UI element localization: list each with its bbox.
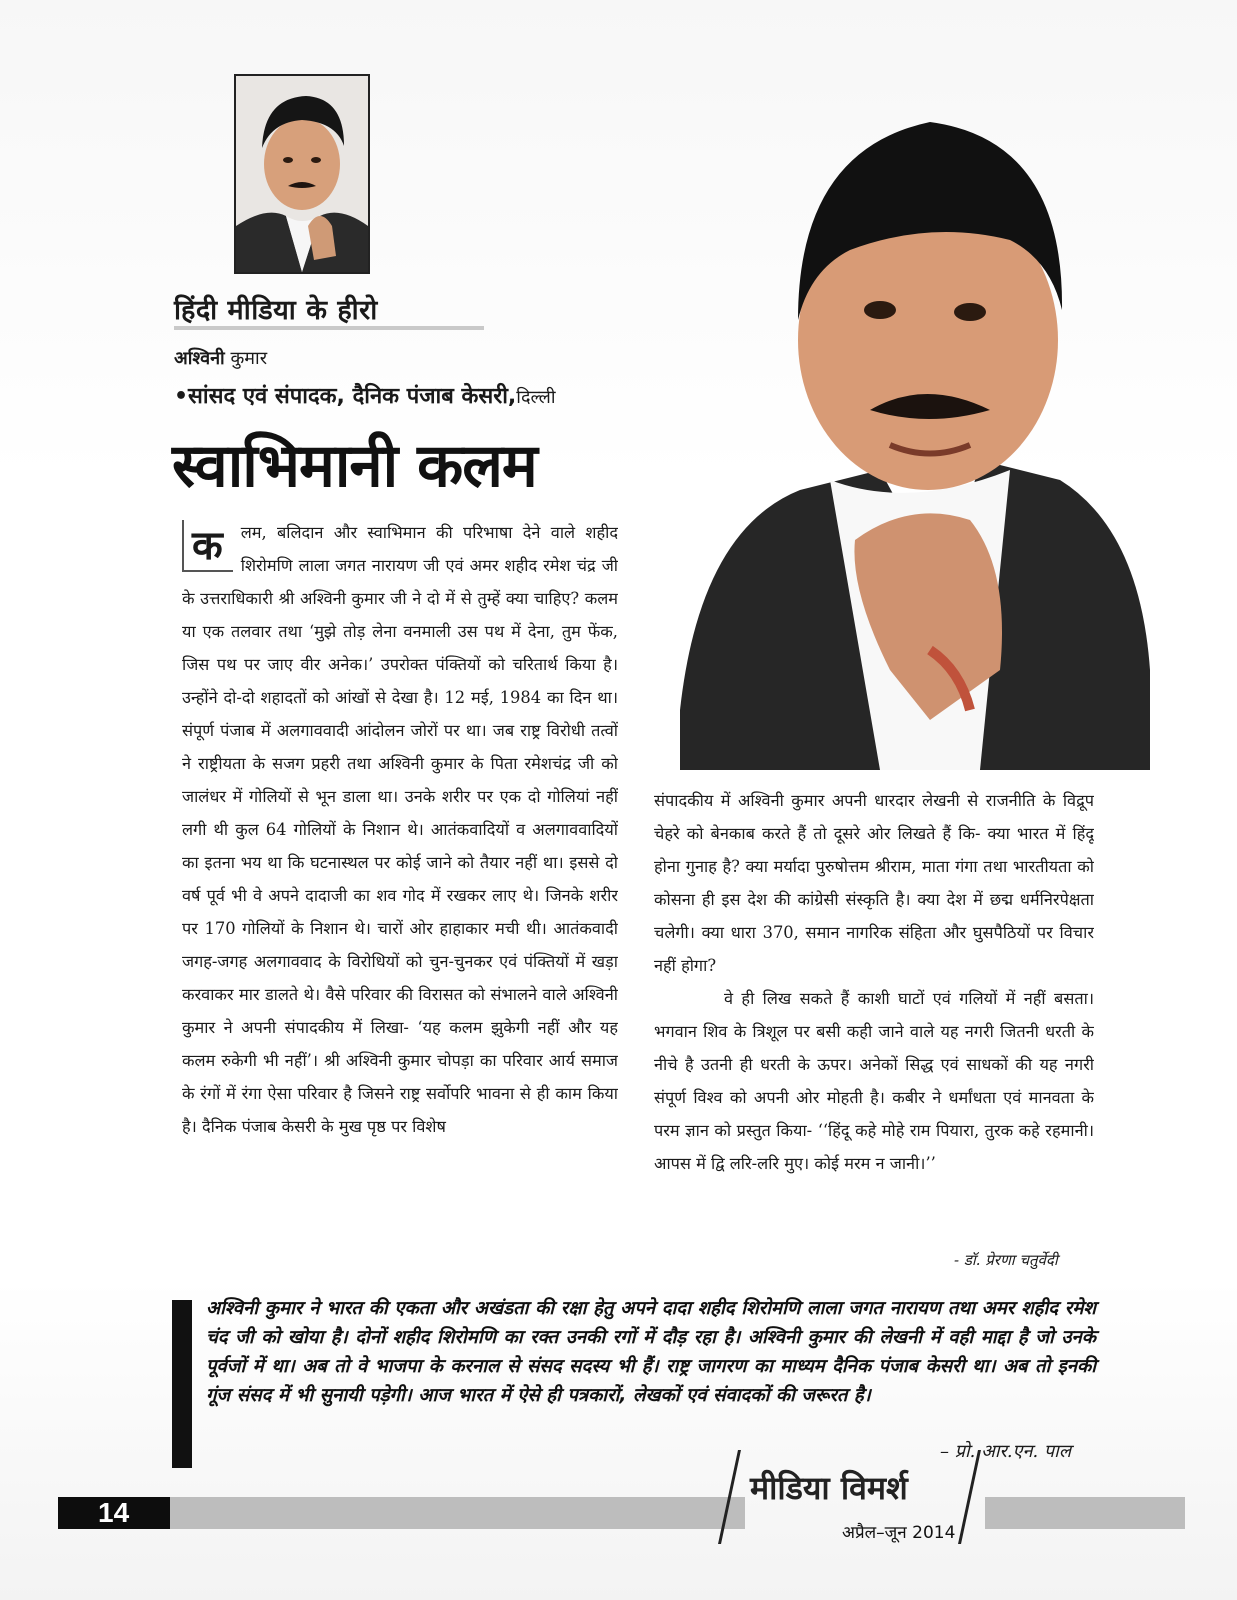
pull-quote: अश्विनी कुमार ने भारत की एकता और अखंडता की रक्षा हेतु अपने दादा शहीद शिरोमणि लाला जगत नारायण तथा अमर शहीद रमेश चंद जी को खोया है। दोनों शहीद शिरोमणि का रक्त उनकी रगों में दौड़ रहा है। अश्विनी कुमार की लेखनी में वही माद्दा है जो उनके पूर्वजों में था। अब तो वे भाजपा के करनाल से संसद सदस्य भी हैं। राष्ट्र जागरण का माध्यम दैनिक पंजाब केसरी था। अब तो इनकी गूंज संसद में भी सुनायी पड़ेगी। आज भारत में ऐसे ही पत्रकारों, लेखकों एवं संवादकों की जरूरत है।	[206, 1298, 1096, 1406]
left-column-text: लम, बलिदान और स्वाभिमान की परिभाषा देने वाले शहीद शिरोमणि लाला जगत नारायण जी एवं अमर शहीद रमेश चंद्र जी के उत्तराधिकारी श्री अश्विनी कुमार जी ने दो में से तुम्हें क्या चाहिए? कलम या एक तलवार तथा ‘मुझे तोड़ लेना वनमाली उस पथ में देना, तुम फेंक, जिस पथ पर जाए वीर अनेक।’ उपरोक्त पंक्तियों को चरितार्थ किया है। उन्होंने दो-दो शहादतों को आंखों से देखा है। 12 मई, 1984 का दिन था। संपूर्ण पंजाब में अलगाववादी आंदोलन जोरों पर था। जब राष्ट्र विरोधी तत्वों ने राष्ट्रीयता के सजग प्रहरी तथा अश्विनी कुमार के पिता रमेशचंद्र जी को जालंधर में गोलियों से भून डाला था। उनके शरीर पर एक दो गोलियां नहीं लगी थी कुल 64 गोलियों के निशान थे। आतंकवादियों व अलगाववादियों का इतना भय था कि घटनास्थल पर कोई जाने को तैयार नहीं था। इससे दो वर्ष पूर्व भी वे अपने दादाजी का शव गोद में रखकर लाए थे। जिनके शरीर पर 170 गोलियों के निशान थे। चारों ओर हाहाकार मची थी। आतंकवादी जगह-जगह अलगाववाद के विरोधियों को चुन-चुनकर एवं पंक्तियों में खड़ा करवाकर मार डालते थे। वैसे परिवार की विरासत को संभालने वाले अश्विनी कुमार ने अपनी संपादकीय में लिखा- ‘यह कलम झुकेगी नहीं और यह कलम रुकेगी भी नहीं’। श्री अश्विनी कुमार चोपड़ा का परिवार आर्य समाज के रंगों में रंगा ऐसा परिवार है जिसने राष्ट्र सर्वोपरि भावना से ही काम किया है। दैनिक पंजाब केसरी के मुख पृष्ठ पर विशेष	[182, 523, 618, 1136]
section-underline	[174, 326, 484, 330]
footer-bar-right	[985, 1497, 1185, 1529]
role-city: दिल्ली	[516, 387, 556, 408]
author-thumbnail-photo	[234, 74, 370, 274]
author-last-name: कुमार	[230, 348, 268, 369]
article-column-left	[182, 516, 618, 1276]
portrait-illustration	[236, 76, 368, 272]
article-headline: स्वाभिमानी कलम	[172, 431, 537, 501]
portrait-illustration-large	[680, 110, 1150, 770]
right-paragraph-1: संपादकीय में अश्विनी कुमार अपनी धारदार लेखनी से राजनीति के विद्रूप चेहरे को बेनकाब करते हैं तो दूसरे ओर लिखते हैं कि- क्या भारत में हिंदू होना गुनाह है? क्या मर्यादा पुरुषोत्तम श्रीराम, माता गंगा तथा भारतीयता को कोसना ही इस देश की कांग्रेसी संस्कृति है। क्या देश में छद्म धर्मनिरपेक्षता चलेगी। क्या धारा 370, समान नागरिक संहिता और घुसपैठियों पर विचार नहीं होगा?	[654, 791, 1094, 975]
article-signature: - डॉ. प्रेरणा चतुर्वेदी	[954, 1251, 1058, 1269]
role-title: •सांसद एवं संपादक, दैनिक पंजाब केसरी,	[174, 384, 517, 409]
quote-accent-bar	[172, 1300, 192, 1468]
page-number: 14	[58, 1497, 170, 1529]
author-first-name: अश्विनी	[174, 348, 225, 369]
author-name	[174, 346, 267, 370]
footer-bar-left	[170, 1497, 745, 1529]
footer-divider-right	[958, 1450, 981, 1544]
issue-date: अप्रैल–जून 2014	[842, 1523, 956, 1543]
magazine-title: मीडिया विमर्श	[750, 1469, 908, 1507]
author-role	[174, 380, 556, 410]
pull-quote-attribution: – प्रो. आर.एन. पाल	[940, 1441, 1072, 1462]
right-paragraph-2: वे ही लिख सकते हैं काशी घाटों एवं गलियों में नहीं बसता। भगवान शिव के त्रिशूल पर बसी कही जाने वाले यह नगरी जितनी धरती के नीचे है उतनी ही धरती के ऊपर। अनेकों सिद्ध एवं साधकों की यह नगरी संपूर्ण विश्व को अपनी ओर मोहती है। कबीर ने धर्मांधता एवं मानवता के परम ज्ञान को प्रस्तुत किया- ‘‘हिंदू कहे मोहे राम पियारा, तुरक कहे रहमानी। आपस में द्वि लरि-लरि मुए। कोई मरम न जानी।’’	[654, 989, 1094, 1173]
drop-cap: क	[182, 520, 233, 572]
article-column-right	[654, 784, 1094, 1254]
author-main-photo	[680, 110, 1150, 770]
section-label: हिंदी मीडिया के हीरो	[174, 295, 378, 326]
